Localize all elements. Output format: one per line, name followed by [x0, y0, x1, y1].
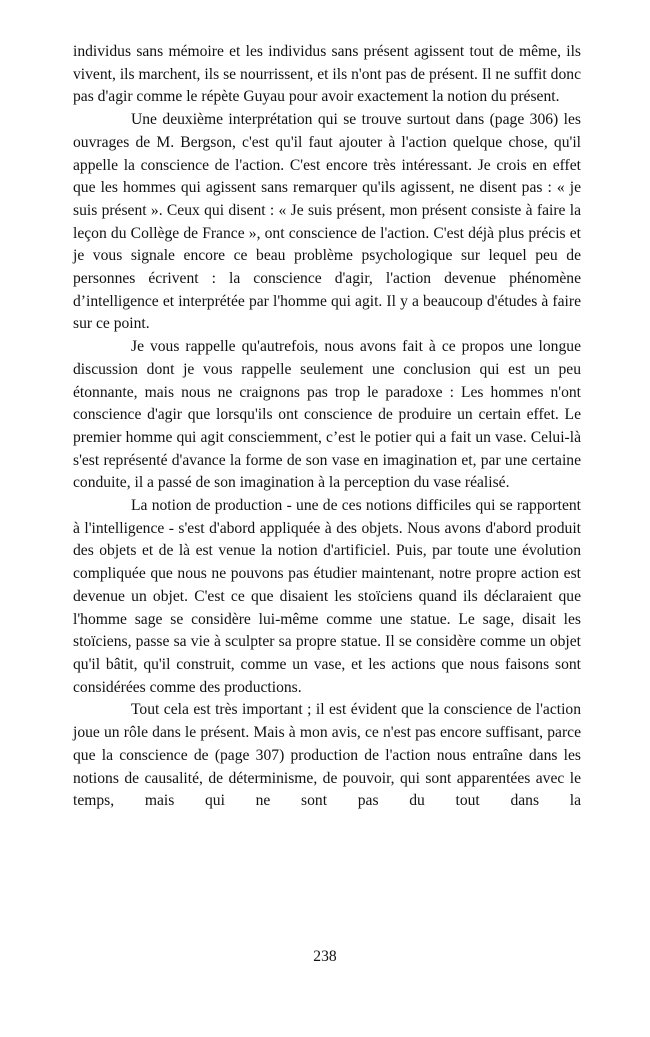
paragraph-3: Je vous rappelle qu'autrefois, nous avons fait à ce propos une longue discussion dont je vous rappelle seulement une conclusion qui est un peu étonnante, mais nous ne craignons pas trop le paradoxe : Les hommes n'ont conscience d'agir que lorsqu'ils ont conscience de produire un certain effet. Le premier homme qui agit consciemment, c’est le potier qui a fait un vase. Celui-là s'est représenté d'avance la forme de son vase en imagination et, par une certaine conduite, il a passé de son imagination à la perception du vase réalisé. [73, 338, 581, 492]
paragraph-4: La notion de production - une de ces notions difficiles qui se rapportent à l'intelligence - s'est d'abord appliquée à des objets. Nous avons d'abord produit des objets et de là est venue la notion d'artificiel. Puis, par toute une évolution compliquée que nous ne pouvons pas étudier maintenant, notre propre action est devenue un objet. C'est ce que disaient les stoïciens quand ils déclaraient que l'homme sage se considère lui-même comme une statue. Le sage, disait les stoïciens, passe sa vie à sculpter sa propre statue. Il se considère comme un objet qu'il bâtit, qu'il construit, comme un vase, et les actions que nous faisons sont considérées comme des productions. [73, 497, 581, 696]
paragraph-5: Tout cela est très important ; il est évident que la conscience de l'action joue un rôle dans le présent. Mais à mon avis, ce n'est pas encore suffisant, parce que la conscience de (page 307) production de l'action nous entraîne dans les notions de causalité, de déterminisme, de pouvoir, qui sont apparentées avec le temps, mais qui ne sont pas du tout dans la [73, 701, 581, 810]
paragraph-2: Une deuxième interprétation qui se trouve surtout dans (page 306) les ouvrages de M. Bergson, c'est qu'il faut ajouter à l'action quelque chose, qu'il appelle la conscience de l'action. C'est encore très intéressant. Je crois en effet que les hommes qui agissent sans remarquer qu'ils agissent, ne disent pas : « je suis présent ». Ceux qui disent : « Je suis présent, mon présent consiste à faire la leçon du Collège de France », ont conscience de l'action. C'est déjà plus précis et je vous signale encore ce beau problème psychologique sur lequel peu de personnes écrivent : la conscience d'agir, l'action devenue phénomène d’intelligence et interprétée par l'homme qui agit. Il y a beaucoup d'études à faire sur ce point. [73, 111, 581, 333]
page-number: 238 [313, 948, 337, 965]
page-body [73, 41, 581, 813]
paragraph-1: individus sans mémoire et les individus sans présent agissent tout de même, ils vivent, ils marchent, ils se nourrissent, et ils n'ont pas de présent. Il ne suffit donc pas d'agir comme le répète Guyau pour avoir exactement la notion du présent. [73, 43, 581, 106]
